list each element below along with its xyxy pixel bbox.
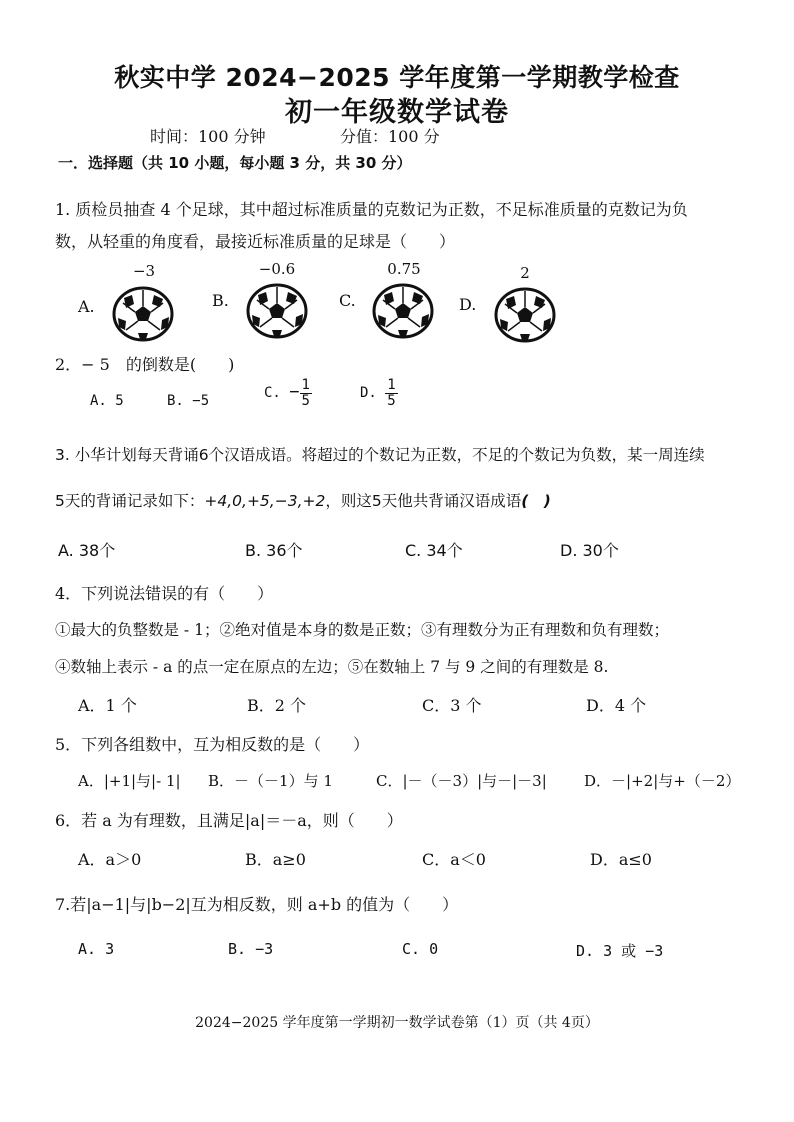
q2-option-a: A. 5 — [90, 393, 124, 409]
q2-option-c-denominator: 5 — [301, 392, 310, 409]
q5-option-c: C．|－（－3）|与－|－3| — [376, 772, 547, 790]
q1-option-d-value: 2 — [520, 264, 530, 282]
exam-subtitle: 初一年级数学试卷 — [285, 97, 509, 128]
q4-option-a: A．1 个 — [78, 696, 137, 715]
q3-option-a: A. 38个 — [58, 541, 116, 560]
q3-line2 — [55, 489, 551, 511]
q3-line1: 3. 小华计划每天背诵6个汉语成语。将超过的个数记为正数，不足的个数记为负数，某一周连续 — [55, 446, 705, 464]
q2-option-b: B. −5 — [167, 393, 210, 409]
q2-option-c-fraction — [300, 378, 312, 408]
exam-title: 秋实中学 2024−2025 学年度第一学期教学检查 — [114, 63, 680, 92]
q3-option-d: D. 30个 — [560, 541, 619, 560]
q7-option-b: B. −3 — [228, 940, 274, 958]
q6-stem: 6．若 a 为有理数，且满足|a|＝－a，则（ ） — [55, 811, 403, 830]
q2-option-d-fraction — [385, 378, 397, 408]
exam-time: 时间：100 分钟 — [150, 127, 266, 146]
q4-stem: 4．下列说法错误的有（ ） — [55, 584, 274, 603]
q6-option-d: D．a≤0 — [590, 850, 652, 869]
q7-option-d: D. 3 或 −3 — [576, 942, 664, 960]
q3-option-c: C. 34个 — [405, 541, 463, 560]
q3-option-b: B. 36个 — [245, 541, 303, 560]
q7-stem: 7.若|a−1|与|b−2|互为相反数，则 a+b 的值为（ ） — [55, 895, 459, 914]
q3-record-values: +4,0,+5,−3,+2 — [204, 492, 326, 510]
q2-option-d — [360, 378, 398, 408]
q4-option-c: C．3 个 — [422, 696, 482, 715]
soccer-ball-icon — [494, 287, 556, 343]
q1-option-c-letter: C. — [339, 291, 356, 310]
q4-option-d: D．4 个 — [586, 696, 647, 715]
q3-line2-suffix: ，则这5天他共背诵汉语成语 — [325, 492, 522, 510]
q3-line2-prefix: 5天的背诵记录如下： — [55, 492, 205, 510]
q1-line2: 数，从轻重的角度看，最接近标准质量的足球是（ ） — [55, 232, 456, 251]
q2-option-c-numerator: 1 — [301, 377, 310, 393]
section-title: 一．选择题（共 10 小题，每小题 3 分，共 30 分） — [58, 154, 412, 172]
q1-option-b-letter: B. — [212, 291, 229, 310]
q4-statement-line1: ①最大的负整数是 - 1；②绝对值是本身的数是正数；③有理数分为正有理数和负有理数； — [55, 621, 669, 639]
q5-option-a: A．|+1|与|- 1| — [78, 772, 181, 790]
q2-option-d-denominator: 5 — [387, 392, 396, 409]
q6-option-a: A．a＞0 — [78, 850, 142, 869]
q1-option-b-value: −0.6 — [258, 260, 296, 278]
soccer-ball-icon — [246, 283, 308, 339]
soccer-ball-icon — [112, 286, 174, 342]
q2-option-c-sign: − — [289, 382, 300, 403]
page-footer: 2024−2025 学年度第一学期初一数学试卷第（1）页（共 4页） — [195, 1015, 599, 1031]
q4-option-b: B．2 个 — [247, 696, 307, 715]
q1-option-c-value: 0.75 — [387, 260, 421, 278]
q2-option-c-letter: C. — [264, 385, 281, 402]
q5-stem: 5．下列各组数中，互为相反数的是（ ） — [55, 735, 370, 754]
q7-option-c: C. 0 — [402, 940, 439, 958]
exam-score: 分值：100 分 — [340, 127, 440, 146]
q5-option-b: B．－（－1）与 1 — [208, 772, 333, 790]
q6-option-c: C．a＜0 — [422, 850, 486, 869]
q1-option-a-value: −3 — [132, 262, 156, 280]
soccer-ball-icon — [372, 283, 434, 339]
q1-line1: 1. 质检员抽查 4 个足球，其中超过标准质量的克数记为正数，不足标准质量的克数记为负 — [55, 200, 688, 219]
q4-statement-line2: ④数轴上表示 - a 的点一定在原点的左边；⑤在数轴上 7 与 9 之间的有理数是 8. — [55, 658, 609, 676]
q3-answer-bracket: ( ) — [521, 492, 551, 510]
q2-option-d-numerator: 1 — [387, 377, 396, 393]
q2-stem: 2．− 5 的倒数是( ) — [55, 355, 235, 374]
q7-option-a: A. 3 — [78, 940, 115, 958]
q6-option-b: B．a≥0 — [245, 850, 306, 869]
q2-option-d-letter: D. — [360, 385, 377, 402]
q1-option-a-letter: A. — [78, 297, 95, 316]
q5-option-d: D．－|+2|与+（－2） — [584, 772, 741, 790]
q2-option-c — [264, 378, 312, 408]
q1-option-d-letter: D. — [459, 295, 477, 314]
